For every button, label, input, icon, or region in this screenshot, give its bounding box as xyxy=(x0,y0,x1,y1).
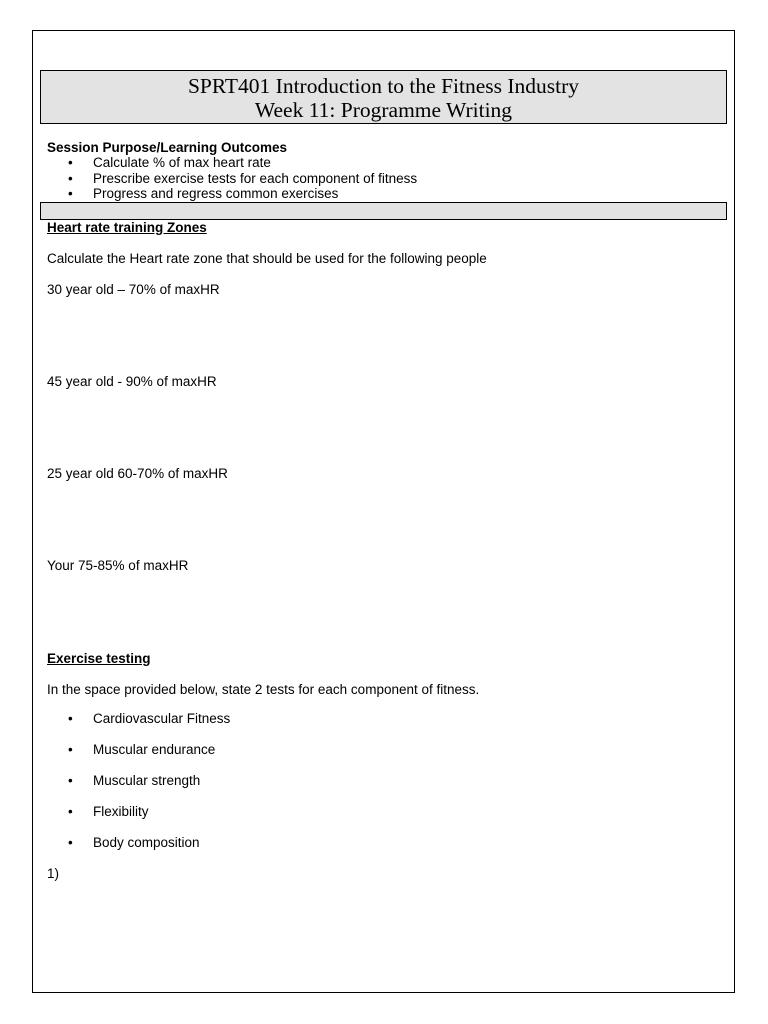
section-divider xyxy=(40,202,727,220)
fitness-component-item: • Body composition xyxy=(68,835,200,850)
bullet-icon: • xyxy=(68,804,73,819)
bullet-icon: • xyxy=(68,170,73,186)
heart-rate-case: 30 year old – 70% of maxHR xyxy=(47,282,220,297)
outcome-item: • Progress and regress common exercises xyxy=(68,186,339,202)
answer-number: 1) xyxy=(47,866,60,881)
fitness-component-item: • Cardiovascular Fitness xyxy=(68,711,231,726)
bullet-icon: • xyxy=(68,835,73,850)
bullet-icon: • xyxy=(68,773,73,788)
fitness-component-item: • Muscular strength xyxy=(68,773,201,788)
bullet-icon: • xyxy=(68,186,73,202)
outcome-item: • Prescribe exercise tests for each component of fitness xyxy=(68,170,418,186)
exercise-testing-heading: Exercise testing xyxy=(47,651,151,666)
outcomes-heading: Session Purpose/Learning Outcomes xyxy=(47,140,288,155)
fitness-components-list xyxy=(47,711,230,866)
document-title: SPRT401 Introduction to the Fitness Industry xyxy=(187,74,580,98)
document-subtitle: Week 11: Programme Writing xyxy=(254,98,513,122)
bullet-icon: • xyxy=(68,742,73,757)
outcomes-list xyxy=(47,155,417,201)
title-box xyxy=(40,70,727,124)
bullet-icon: • xyxy=(68,711,73,726)
heart-rate-instruction: Calculate the Heart rate zone that should be used for the following people xyxy=(47,251,487,266)
fitness-component-item: • Muscular endurance xyxy=(68,742,216,757)
learning-outcomes xyxy=(47,140,417,202)
outcome-item: • Calculate % of max heart rate xyxy=(68,155,271,171)
heart-rate-case: 45 year old - 90% of maxHR xyxy=(47,374,217,389)
heart-rate-case: 25 year old 60-70% of maxHR xyxy=(47,466,228,481)
exercise-testing-instruction: In the space provided below, state 2 tests for each component of fitness. xyxy=(47,682,480,697)
heart-rate-case: Your 75-85% of maxHR xyxy=(47,558,189,573)
fitness-component-item: • Flexibility xyxy=(68,804,149,819)
bullet-icon: • xyxy=(68,155,73,171)
heart-rate-heading: Heart rate training Zones xyxy=(47,220,207,235)
